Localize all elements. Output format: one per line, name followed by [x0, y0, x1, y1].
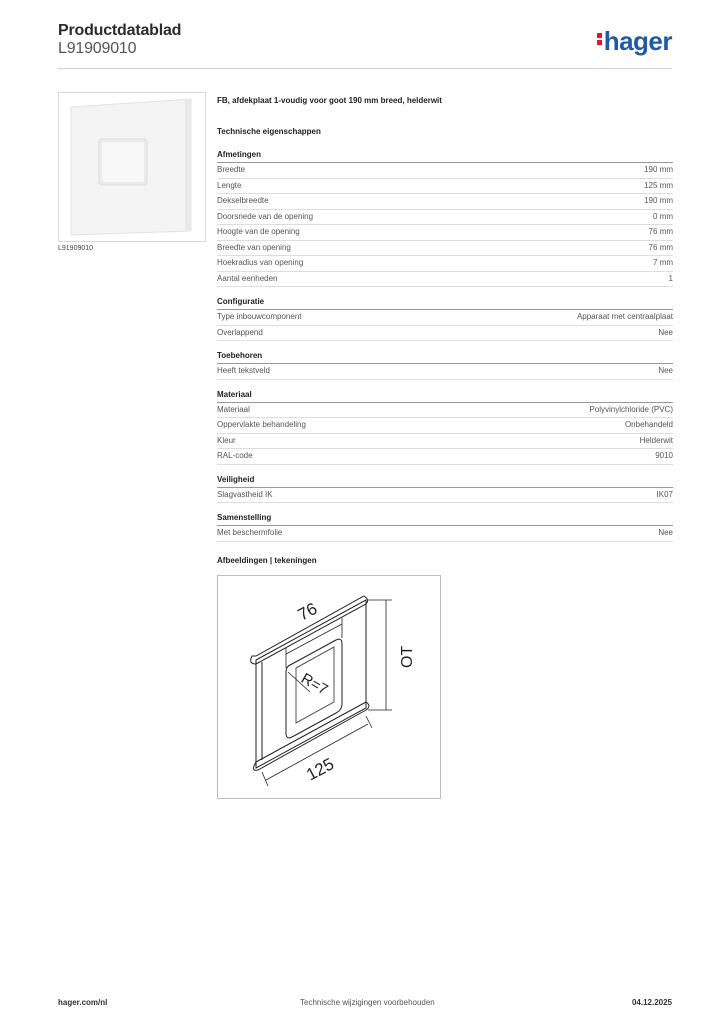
- spec-row: [217, 526, 673, 542]
- spec-label: Type inbouwcomponent: [217, 312, 302, 321]
- photo-caption: L91909010: [58, 245, 94, 252]
- spec-label: RAL-code: [217, 451, 253, 460]
- spec-section: [217, 351, 673, 380]
- dim-top-label: 76: [294, 598, 321, 625]
- footer-date: 04.12.2025: [631, 998, 672, 1007]
- spec-section: [217, 297, 673, 341]
- spec-value: Polyvinylchloride (PVC): [589, 404, 673, 414]
- spec-label: Breedte: [217, 165, 246, 174]
- spec-row: [217, 179, 673, 195]
- section-title: Toebehoren: [217, 351, 673, 364]
- spec-row: [217, 256, 673, 272]
- spec-label: Breedte van opening: [217, 242, 291, 252]
- spec-label: Slagvastheid IK: [217, 489, 273, 499]
- logo-text: hager: [603, 26, 672, 56]
- spec-row: [217, 364, 673, 380]
- spec-label: Hoekradius van opening: [217, 258, 304, 267]
- spec-value: 7 mm: [653, 258, 673, 267]
- spec-value: Helderwit: [639, 435, 673, 445]
- section-title: Veiligheid: [217, 475, 673, 488]
- spec-label: Dekselbreedte: [217, 196, 269, 205]
- spec-row: [217, 449, 673, 465]
- spec-value: 190 mm: [644, 165, 673, 174]
- spec-row: [217, 434, 673, 450]
- page-title: Productdatablad: [58, 22, 182, 39]
- spec-value: IK07: [656, 489, 673, 499]
- spec-label: Heeft tekstveld: [217, 366, 270, 375]
- section-title: Afmetingen: [217, 150, 673, 163]
- spec-value: 9010: [655, 451, 673, 460]
- spec-row: [217, 418, 673, 434]
- spec-label: Materiaal: [217, 404, 250, 414]
- spec-label: Met beschermfolie: [217, 528, 283, 537]
- spec-label: Hoogte van de opening: [217, 227, 300, 236]
- spec-section: [217, 513, 673, 542]
- dimension-drawing-svg: [218, 576, 440, 798]
- spec-label: Oppervlakte behandeling: [217, 420, 306, 429]
- spec-value: Nee: [658, 327, 673, 337]
- spec-value: 125 mm: [644, 180, 673, 190]
- spec-value: 190 mm: [644, 196, 673, 205]
- spec-label: Kleur: [217, 435, 236, 445]
- spec-value: Nee: [658, 528, 673, 537]
- product-code: L91909010: [58, 40, 137, 57]
- spec-row: [217, 194, 673, 210]
- spec-section: [217, 390, 673, 465]
- spec-row: [217, 210, 673, 226]
- spec-row: [217, 403, 673, 419]
- spec-row: [217, 241, 673, 257]
- header-divider: [58, 68, 672, 69]
- dim-radius-label: R=7: [298, 669, 331, 699]
- product-description: FB, afdekplaat 1-voudig voor goot 190 mm breed, helderwit: [217, 96, 442, 105]
- spec-value: Nee: [658, 366, 673, 375]
- spec-value: Apparaat met centraalplaat: [576, 312, 673, 321]
- logo-dots-icon: [597, 31, 602, 47]
- spec-value: Onbehandeld: [624, 420, 673, 429]
- footer-notice: Technische wijzigingen voorbehouden: [300, 998, 435, 1007]
- specs-content: [217, 96, 673, 552]
- spec-sections: [217, 150, 673, 542]
- cover-plate-illustration: [59, 93, 205, 241]
- product-photo: [58, 92, 206, 242]
- footer-website[interactable]: hager.com/nl: [58, 998, 108, 1007]
- section-title: Samenstelling: [217, 513, 673, 526]
- spec-row: [217, 225, 673, 241]
- spec-section: [217, 150, 673, 287]
- spec-label: Aantal eenheden: [217, 273, 278, 283]
- spec-value: 76 mm: [648, 242, 673, 252]
- section-title: Configuratie: [217, 297, 673, 310]
- spec-row: [217, 272, 673, 288]
- spec-label: Overlappend: [217, 327, 263, 337]
- section-title: Materiaal: [217, 390, 673, 403]
- spec-row: [217, 163, 673, 179]
- technical-heading: Technische eigenschappen: [217, 127, 321, 136]
- spec-value: 76 mm: [648, 227, 673, 236]
- spec-value: 0 mm: [653, 211, 673, 221]
- spec-value: 1: [668, 273, 673, 283]
- spec-label: Doorsnede van de opening: [217, 211, 314, 221]
- hager-logo: [597, 26, 672, 57]
- spec-row: [217, 488, 673, 504]
- spec-row: [217, 326, 673, 342]
- images-heading: Afbeeldingen | tekeningen: [217, 556, 317, 565]
- spec-label: Lengte: [217, 180, 242, 190]
- spec-section: [217, 475, 673, 504]
- dim-right-label: OT: [399, 645, 416, 668]
- dim-bottom-label: 125: [303, 754, 338, 785]
- spec-row: [217, 310, 673, 326]
- technical-drawing: [217, 575, 441, 799]
